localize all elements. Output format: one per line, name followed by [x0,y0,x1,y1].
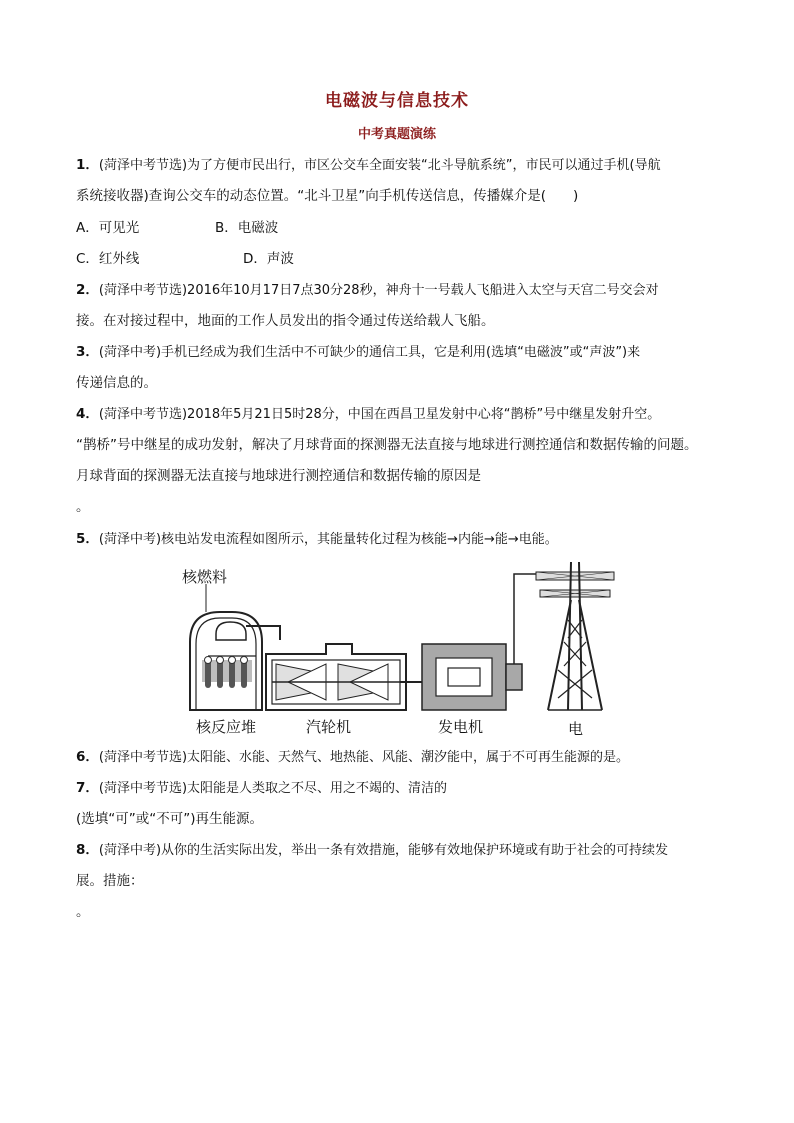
generator [422,574,542,710]
question-1-option-a: A．可见光 [76,220,140,236]
question-2-number: 2． [76,282,99,298]
question-4-text-4: 。 [76,499,90,515]
question-7-number: 7． [76,780,99,796]
label-turbine: 汽轮机 [306,718,352,736]
transmission-tower-icon [536,562,614,710]
question-5-text-1: (菏泽中考)核电站发电流程如图所示，其能量转化过程为核能→内能→能→电能。 [98,532,558,547]
question-5-line-1 [76,530,558,549]
label-electric: 电 [568,720,584,738]
question-7-text-1: (菏泽中考节选)太阳能是人类取之不尽、用之不竭的、清洁的 [98,781,448,796]
nuclear-power-diagram [176,560,616,740]
question-4-text-2: “鹊桥”号中继星的成功发射，解决了月球背面的探测器无法直接与地球进行测控通信和数据传输的问题。 [76,437,698,453]
question-1-text-2: 系统接收器)查询公交车的动态位置。“北斗卫星”向手机传送信息，传播媒介是( ) [76,188,579,204]
label-nuclear-fuel: 核燃料 [182,568,228,586]
question-3-text-2: 传递信息的。 [76,375,157,391]
question-8-number: 8． [76,842,99,858]
question-1-option-b: B．电磁波 [215,220,279,236]
question-8-text-1: (菏泽中考)从你的生活实际出发，举出一条有效措施，能够有效地保护环境或有助于社会的可持续发 [98,843,669,858]
question-3-line-1 [76,343,640,362]
question-3-number: 3． [76,344,99,360]
question-2-text-1: (菏泽中考节选)2016年10月17日7点30分28秒，神舟十一号载人飞船进入太空与天宫二号交会对 [98,283,659,298]
question-1-option-d: D．声波 [243,251,294,267]
question-4-number: 4． [76,406,99,422]
question-4-text-3: 月球背面的探测器无法直接与地球进行测控通信和数据传输的原因是 [76,468,481,484]
turbine [266,644,422,710]
question-8-line-1 [76,841,668,860]
question-5-number: 5． [76,531,99,547]
question-6-line-1 [76,748,629,767]
question-1-number: 1． [76,157,99,173]
question-4-line-1 [76,405,660,424]
question-1-line-1 [76,156,661,175]
question-1-option-c: C．红外线 [76,251,140,267]
question-4-text-1: (菏泽中考节选)2018年5月21日5时28分，中国在西昌卫星发射中心将“鹊桥”号中继星发射升空。 [98,407,661,422]
section-subtitle: 中考真题演练 [357,127,436,142]
question-2-line-1 [76,281,659,300]
question-1-text-1: (菏泽中考节选)为了方便市民出行，市区公交车全面安装“北斗导航系统”，市民可以通过手机(导航 [98,158,661,173]
label-generator: 发电机 [438,718,484,736]
question-3-text-1: (菏泽中考)手机已经成为我们生活中不可缺少的通信工具，它是利用(选填“电磁波”或“声波”)来 [98,345,641,360]
question-7-text-2: (选填“可”或“不可”)再生能源。 [76,811,264,827]
page-title: 电磁波与信息技术 [325,91,469,111]
question-6-text-1: (菏泽中考节选)太阳能、水能、天然气、地热能、风能、潮汐能中，属于不可再生能源的是。 [98,750,630,765]
label-reactor: 核反应堆 [196,718,257,736]
question-2-text-2: 接。在对接过程中，地面的工作人员发出的指令通过传送给载人飞船。 [76,313,495,329]
reactor-vessel [190,584,262,710]
question-6-number: 6． [76,749,99,765]
question-8-text-3: 。 [76,904,90,920]
question-7-line-1 [76,779,447,798]
question-8-text-2: 展。措施： [76,873,144,889]
